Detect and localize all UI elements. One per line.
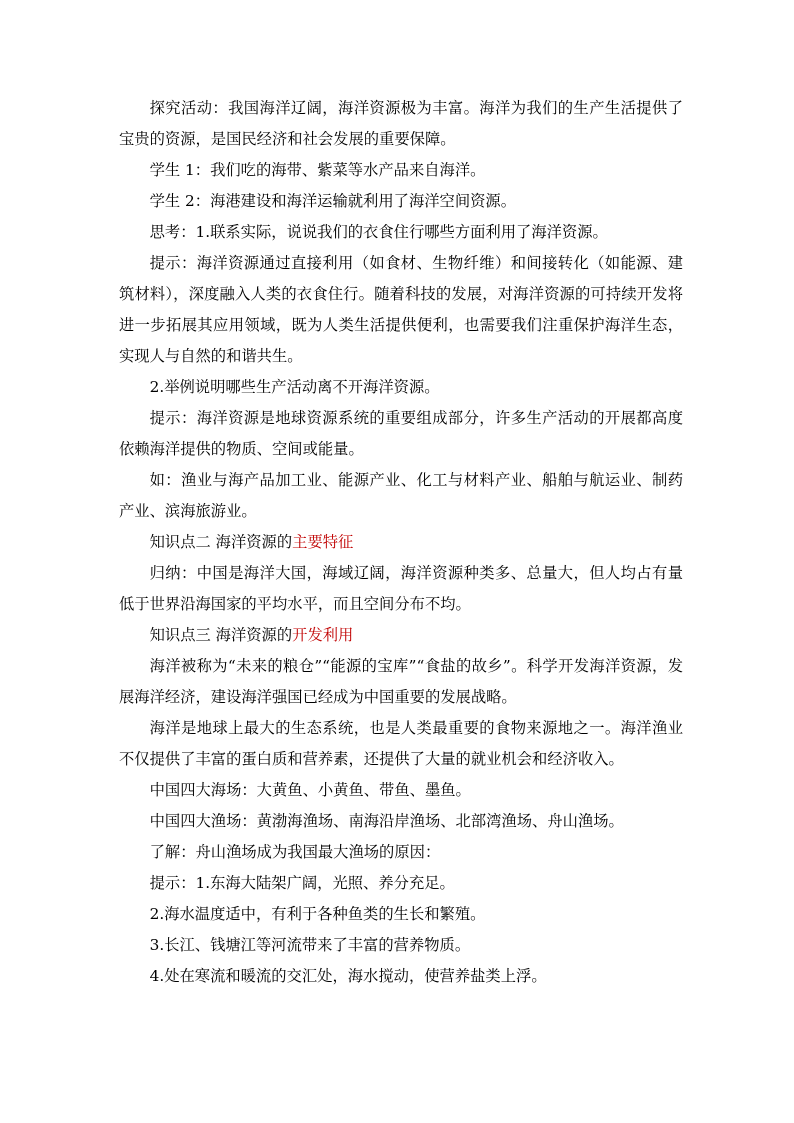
ocean-ecosystem-paragraph: 海洋是地球上最大的生态系统，也是人类最重要的食物来源地之一。海洋渔业不仅提供了丰富的蛋白质和营养素，还提供了大量的就业机会和经济收入。 [119,719,683,768]
learn-paragraph: 了解：舟山渔场成为我国最大渔场的原因： [149,843,441,861]
four-major-fishing-grounds: 中国四大渔场：黄渤海渔场、南海沿岸渔场、北部湾渔场、舟山渔场。 [149,812,624,830]
knowledge-point-3-prefix: 知识点三 海洋资源的 [149,626,293,644]
hint-paragraph-1: 提示：海洋资源通过直接利用（如食材、生物纤维）和间接转化（如能源、建筑材料），深度融入人类的衣食住行。随着科技的发展，对海洋资源的可持续开发将进一步拓展其应用领域，既为人类生活提供便利，也需要我们注重保护海洋生态，实现人与自然的和谐共生。 [119,254,683,365]
ocean-names-paragraph: 海洋被称为“未来的粮仓”“能源的宝库”“食盐的故乡”。科学开发海洋资源，发展海洋经济，建设海洋强国已经成为中国重要的发展战略。 [119,657,683,706]
knowledge-point-2-heading [119,527,683,558]
reason-2: 2.海水温度适中，有利于各种鱼类的生长和繁殖。 [149,905,486,923]
reason-4: 4.处在寒流和暖流的交汇处，海水搅动，使营养盐类上浮。 [149,967,547,985]
student-2-paragraph: 学生 2：海港建设和海洋运输就利用了海洋空间资源。 [149,192,517,210]
summary-paragraph: 归纳：中国是海洋大国，海域辽阔，海洋资源种类多、总量大，但人均占有量低于世界沿海国家的平均水平，而且空间分布不均。 [119,564,683,613]
knowledge-point-3-accent: 开发利用 [292,626,354,644]
think-question-1: 思考：1.联系实际，说说我们的衣食住行哪些方面利用了海洋资源。 [149,223,608,241]
reason-1: 提示：1.东海大陆架广阔，光照、养分充足。 [149,874,455,892]
think-question-2: 2.举例说明哪些生产活动离不开海洋资源。 [149,378,440,396]
example-paragraph: 如：渔业与海产品加工业、能源产业、化工与材料产业、船舶与航运业、制药产业、滨海旅游业。 [119,471,683,520]
knowledge-point-3-heading [119,620,683,651]
exploration-activity-paragraph: 探究活动：我国海洋辽阔，海洋资源极为丰富。海洋为我们的生产生活提供了宝贵的资源，是国民经济和社会发展的重要保障。 [119,99,683,148]
four-major-sea-products: 中国四大海场：大黄鱼、小黄鱼、带鱼、墨鱼。 [149,781,471,799]
knowledge-point-2-prefix: 知识点二 海洋资源的 [149,533,293,551]
document-page [119,93,683,992]
knowledge-point-2-accent: 主要特征 [292,533,354,551]
hint-paragraph-2: 提示：海洋资源是地球资源系统的重要组成部分，许多生产活动的开展都高度依赖海洋提供的物质、空间或能量。 [119,409,683,458]
reason-3: 3.长江、钱塘江等河流带来了丰富的营养物质。 [149,936,471,954]
student-1-paragraph: 学生 1：我们吃的海带、紫菜等水产品来自海洋。 [149,161,486,179]
